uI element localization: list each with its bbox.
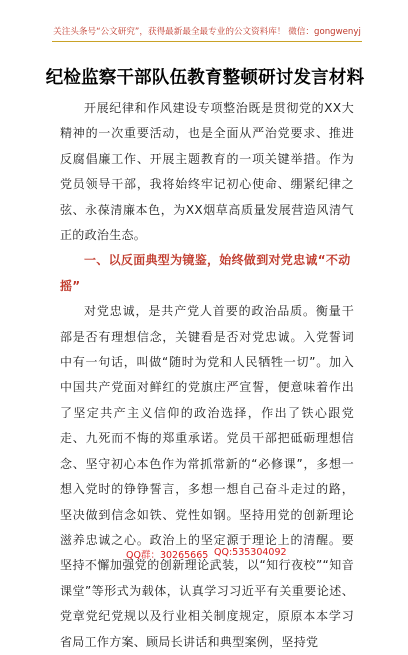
page-header	[52, 19, 362, 42]
document-body	[60, 96, 354, 655]
intro-paragraph: 开展纪律和作风建设专项整治既是贯彻党的XX大精神的一次重要活动，也是全面从严治党要求、推进反腐倡廉工作、开展主题教育的一项关键举措。作为党员领导干部，我将始终牢记初心使命、绷紧纪律之弦、永葆清廉本色，为XX烟草高质量发展营造风清气正的政治生态。	[60, 101, 354, 243]
page-footer	[0, 545, 408, 565]
footer-qq-contact: QQ:535304092	[214, 547, 287, 558]
header-promo-text: 关注头条号“公文研究”，获得最新最全最专业的公文资料库！ 微信：gongwenyj	[53, 27, 361, 37]
footer-qq-group: QQ群：30265665	[126, 550, 209, 561]
section-heading: 一、以反面典型为镜鉴，始终做到对党忠诚“不动摇”	[60, 253, 351, 293]
document-title: 纪检监察干部队伍教育整顿研讨发言材料	[45, 68, 365, 88]
body-paragraph: 对党忠诚，是共产党人首要的政治品质。衡量干部是否有理想信念，关键看是否对党忠诚。入党誓词中有一句话，叫做“随时为党和人民牺牲一切”。加入中国共产党面对鲜红的党旗庄严宣誓，便意味着作出了坚定共产主义信仰的政治选择，作出了铁心跟党走、九死而不悔的郑重承诺。党员干部把砥砺理想信念、坚守初心本色作为常抓常新的“必修课”，多想一想入党时的铮铮誓言，多想一想自己奋斗走过的路，坚决做到信念如铁、党性如钢。坚持用党的创新理论滋养忠诚之心。政治上的坚定源于理论上的清醒。要坚持不懈加强党的创新理论武装，以“知行夜校”“知音课堂”等形式为载体，认真学习习近平有关重要论述、党章党纪党规以及行业相关制度规定，原原本本学习省局工作方案、顾局长讲话和典型案例，坚持党	[60, 304, 354, 649]
